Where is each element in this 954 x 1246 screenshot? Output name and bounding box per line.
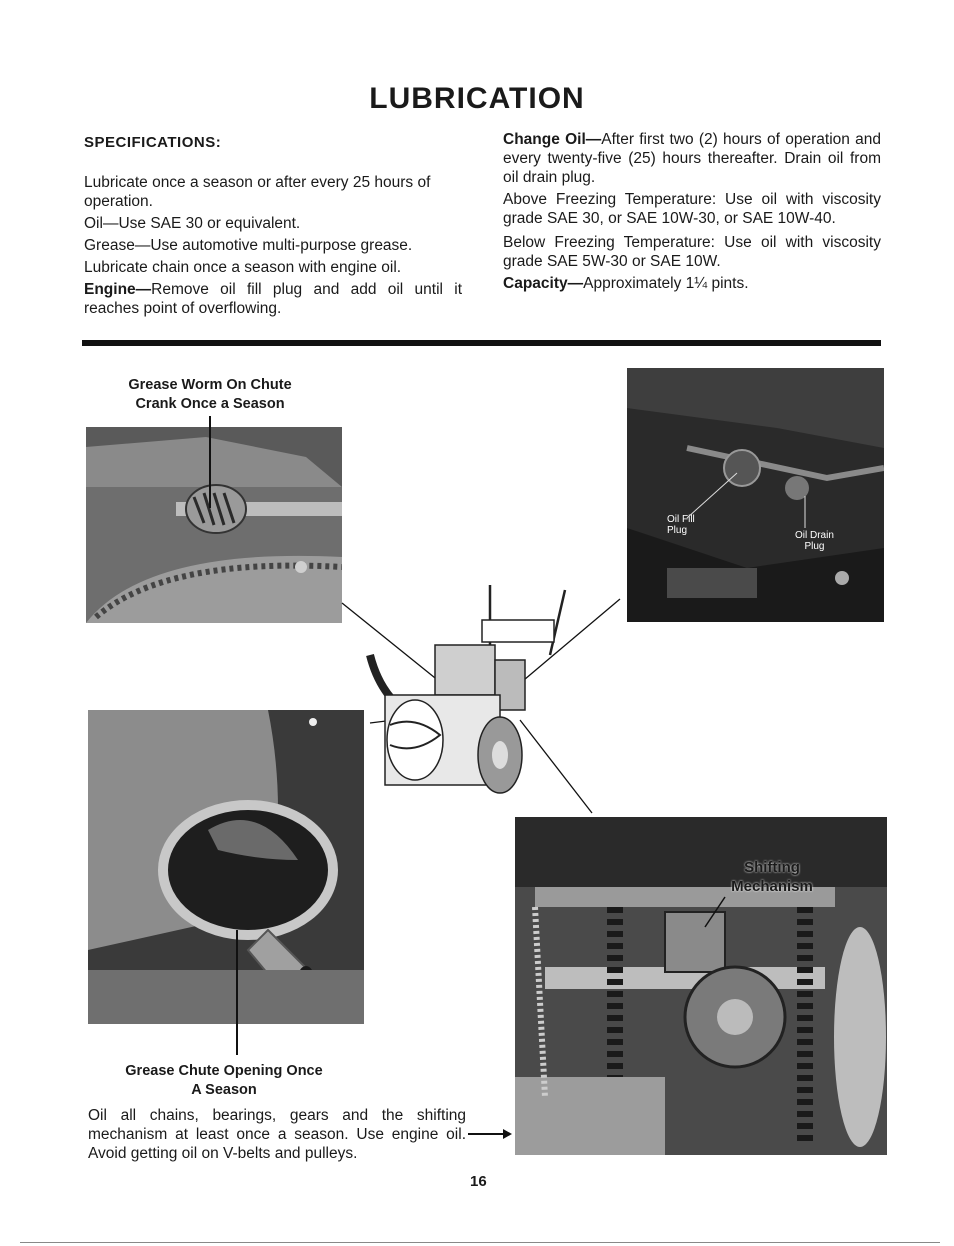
- specifications-column: [84, 133, 462, 321]
- oil-fill-label-line1: Oil Fill: [667, 514, 695, 525]
- chute-caption: [96, 1062, 352, 1100]
- oil-drain-plug-label: [795, 530, 834, 552]
- chute-opening-photo: [88, 710, 364, 1024]
- section-divider: [82, 340, 881, 346]
- worm-caption-line1: Grease Worm On Chute: [128, 377, 292, 393]
- shifting-mechanism-label: [716, 858, 828, 896]
- change-oil-label: Change Oil—: [503, 131, 602, 148]
- spec-chain: Lubricate chain once a season with engine oil.: [84, 259, 402, 276]
- snowblower-diagram: [340, 575, 660, 835]
- spec-oil: Oil—Use SAE 30 or equivalent.: [84, 215, 301, 232]
- shifting-label-line1: Shifting: [744, 859, 800, 876]
- chute-pointer-line: [236, 930, 238, 1055]
- worm-caption-line2: Crank Once a Season: [135, 396, 285, 412]
- oil-drain-label-line1: Oil Drain: [795, 530, 834, 541]
- oil-drain-label-line2: Plug: [804, 541, 825, 552]
- chute-image: [88, 710, 364, 1024]
- oil-fill-label-line2: Plug: [667, 525, 688, 536]
- chute-caption-line2: A Season: [191, 1082, 257, 1098]
- above-freezing-paragraph: Above Freezing Temperature: Use oil with viscosity grade SAE 30, or SAE 10W-30, or SAE 10W-40.: [503, 191, 881, 227]
- shifting-label-line2: Mechanism: [731, 878, 813, 895]
- change-oil-column: [503, 130, 881, 296]
- engine-image: [627, 368, 884, 622]
- worm-caption: [92, 376, 328, 414]
- capacity-text: Approximately 1¼ pints.: [583, 275, 749, 292]
- worm-pointer-line: [209, 416, 211, 508]
- chute-caption-line1: Grease Chute Opening Once: [125, 1063, 323, 1079]
- specifications-heading: SPECIFICATIONS:: [84, 134, 222, 151]
- shifting-mechanism-photo: [515, 817, 887, 1155]
- worm-gear-image: [86, 427, 342, 623]
- worm-gear-photo: [86, 427, 342, 623]
- change-oil-paragraph: [503, 130, 881, 187]
- note-arrow-head: [503, 1129, 512, 1139]
- below-freezing-paragraph: Below Freezing Temperature: Use oil with viscosity grade SAE 5W-30 or SAE 10W.: [503, 234, 881, 270]
- capacity-paragraph: [503, 274, 881, 293]
- change-oil-text: After first two (2) hours of operation and every twenty-five (25) hours thereafter. Drain oil from oil drain plug.: [503, 131, 881, 186]
- bottom-edge-line: [20, 1242, 940, 1243]
- spec-lubricate-interval: Lubricate once a season or after every 25 hours of operation.: [84, 174, 431, 210]
- spec-engine-text: Remove oil fill plug and add oil until it reaches point of overflowing.: [84, 281, 462, 317]
- note-arrow-line: [468, 1133, 504, 1135]
- capacity-label: Capacity—: [503, 275, 584, 292]
- spec-engine-label: Engine—: [84, 281, 152, 298]
- page-number: 16: [470, 1173, 487, 1190]
- spec-grease: Grease—Use automotive multi-purpose grease.: [84, 237, 413, 254]
- spec-engine: [84, 280, 462, 318]
- oil-fill-plug-label: [667, 514, 695, 536]
- gearbox-image: [515, 817, 887, 1155]
- oil-plugs-photo: [627, 368, 884, 622]
- page-title: LUBRICATION: [369, 82, 585, 115]
- bottom-note: Oil all chains, bearings, gears and the shifting mechanism at least once a season. Use engine oil. Avoid getting oil on V-belts and pulleys.: [88, 1107, 466, 1162]
